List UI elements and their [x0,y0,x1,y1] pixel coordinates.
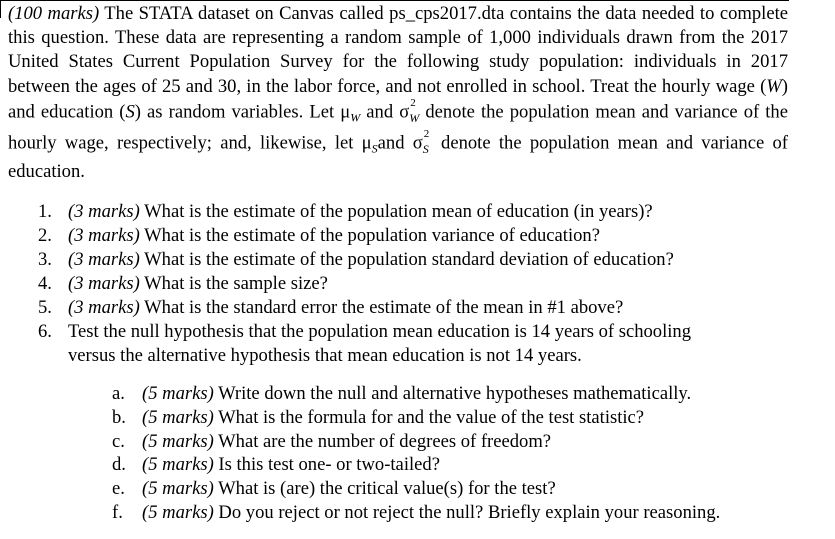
item-number: a. [112,383,125,404]
question-document [8,0,788,185]
list-item [112,406,792,430]
item-text: What is the formula for and the value of the test statistic? [213,406,645,428]
list-item [112,453,792,477]
list-item [112,501,792,525]
item-number: d. [112,454,126,476]
item-text: What is the estimate of the population variance of education? [139,225,600,246]
item-number: 3. [38,249,52,270]
item-text: What is the sample size? [139,273,328,294]
item-text: What are the number of degrees of freedom? [213,430,552,452]
sigma-symbol: σ [399,101,410,123]
question-list [38,200,738,368]
list-item [112,477,792,501]
sigma-symbol: σ [412,132,423,154]
sigma-w-subscript: W [409,110,420,125]
item-number: e. [112,478,125,500]
intro-text-6: and [377,132,413,154]
item-marks: (3 marks) [68,249,140,270]
intro-text-1: The STATA dataset on Canvas called ps_cps2017.dta contains the data needed to complete this question. These data are representing a random sample of 1,000 individuals drawn from the 2017 United States Current Population Survey for the following study population: individuals in 2017 between the ages of 25 and 30, in the labor force, and not enrolled in school. Treat the hourly wage ( [8,3,788,97]
sigma-s-scripts [422,127,433,156]
item-text: What is the estimate of the population mean of education (in years)? [139,201,653,222]
mu-w-subscript: W [350,110,361,125]
item-number: c. [112,430,125,452]
mu-symbol: μ [340,101,351,123]
intro-text-4: and [360,101,400,123]
intro-text-3: ) as random variables. Let [134,101,341,123]
item-number: 4. [38,273,52,294]
intro-text-2: ) and education ( [8,75,788,123]
item-number: 5. [38,297,52,318]
sigma-w-superscript: 2 [410,96,416,109]
list-item [112,382,792,406]
mu-s-subscript: S [371,141,378,156]
item-text: Is this test one- or two-tailed? [213,454,440,476]
list-item [38,272,738,296]
item-text: Test the null hypothesis that the population mean education is 14 years of schooling versus the alternative hypothesis that mean education is not 14 years. [68,321,692,366]
item-number: 2. [38,225,52,246]
item-marks: (5 marks) [142,430,214,452]
list-item [38,320,738,368]
list-item [38,248,738,272]
item-text: What is (are) the critical value(s) for the test? [213,478,556,500]
item-text: What is the estimate of the population standard deviation of education? [139,249,674,270]
wage-variable: W [766,75,782,97]
item-text: What is the standard error the estimate of the mean in #1 above? [139,297,624,318]
item-number: f. [112,501,123,523]
total-marks: (100 marks) [8,3,100,24]
item-number: b. [112,406,126,428]
mu-symbol: μ [361,132,372,154]
list-item [112,430,792,454]
item-marks: (3 marks) [68,297,140,318]
list-item [38,200,738,224]
sigma-s-subscript: S [422,141,429,156]
item-marks: (5 marks) [142,383,214,404]
item-number: 1. [38,201,52,222]
item-marks: (5 marks) [142,478,214,500]
intro-text-7: denote the population mean and variance of education. [8,132,788,183]
item-marks: (3 marks) [68,225,140,246]
item-marks: (5 marks) [142,454,214,476]
item-text: Do you reject or not reject the null? Briefly explain your reasoning. [213,501,721,523]
item-marks: (5 marks) [142,406,214,428]
list-item [38,296,738,320]
item-text: Write down the null and alternative hypotheses mathematically. [213,383,692,404]
list-item [38,224,738,248]
education-variable: S [125,101,135,123]
item-marks: (3 marks) [68,201,140,222]
question-intro-paragraph [8,0,788,185]
sigma-s-superscript: 2 [423,127,430,140]
sigma-w-scripts [409,96,420,125]
left-crop-border [0,0,1,18]
subquestion-list [112,382,792,525]
item-marks: (5 marks) [142,501,214,523]
intro-text-5: denote the population mean and variance of the hourly wage, respectively; and, likewise, let [8,101,788,154]
item-number: 6. [38,321,52,342]
item-marks: (3 marks) [68,273,140,294]
